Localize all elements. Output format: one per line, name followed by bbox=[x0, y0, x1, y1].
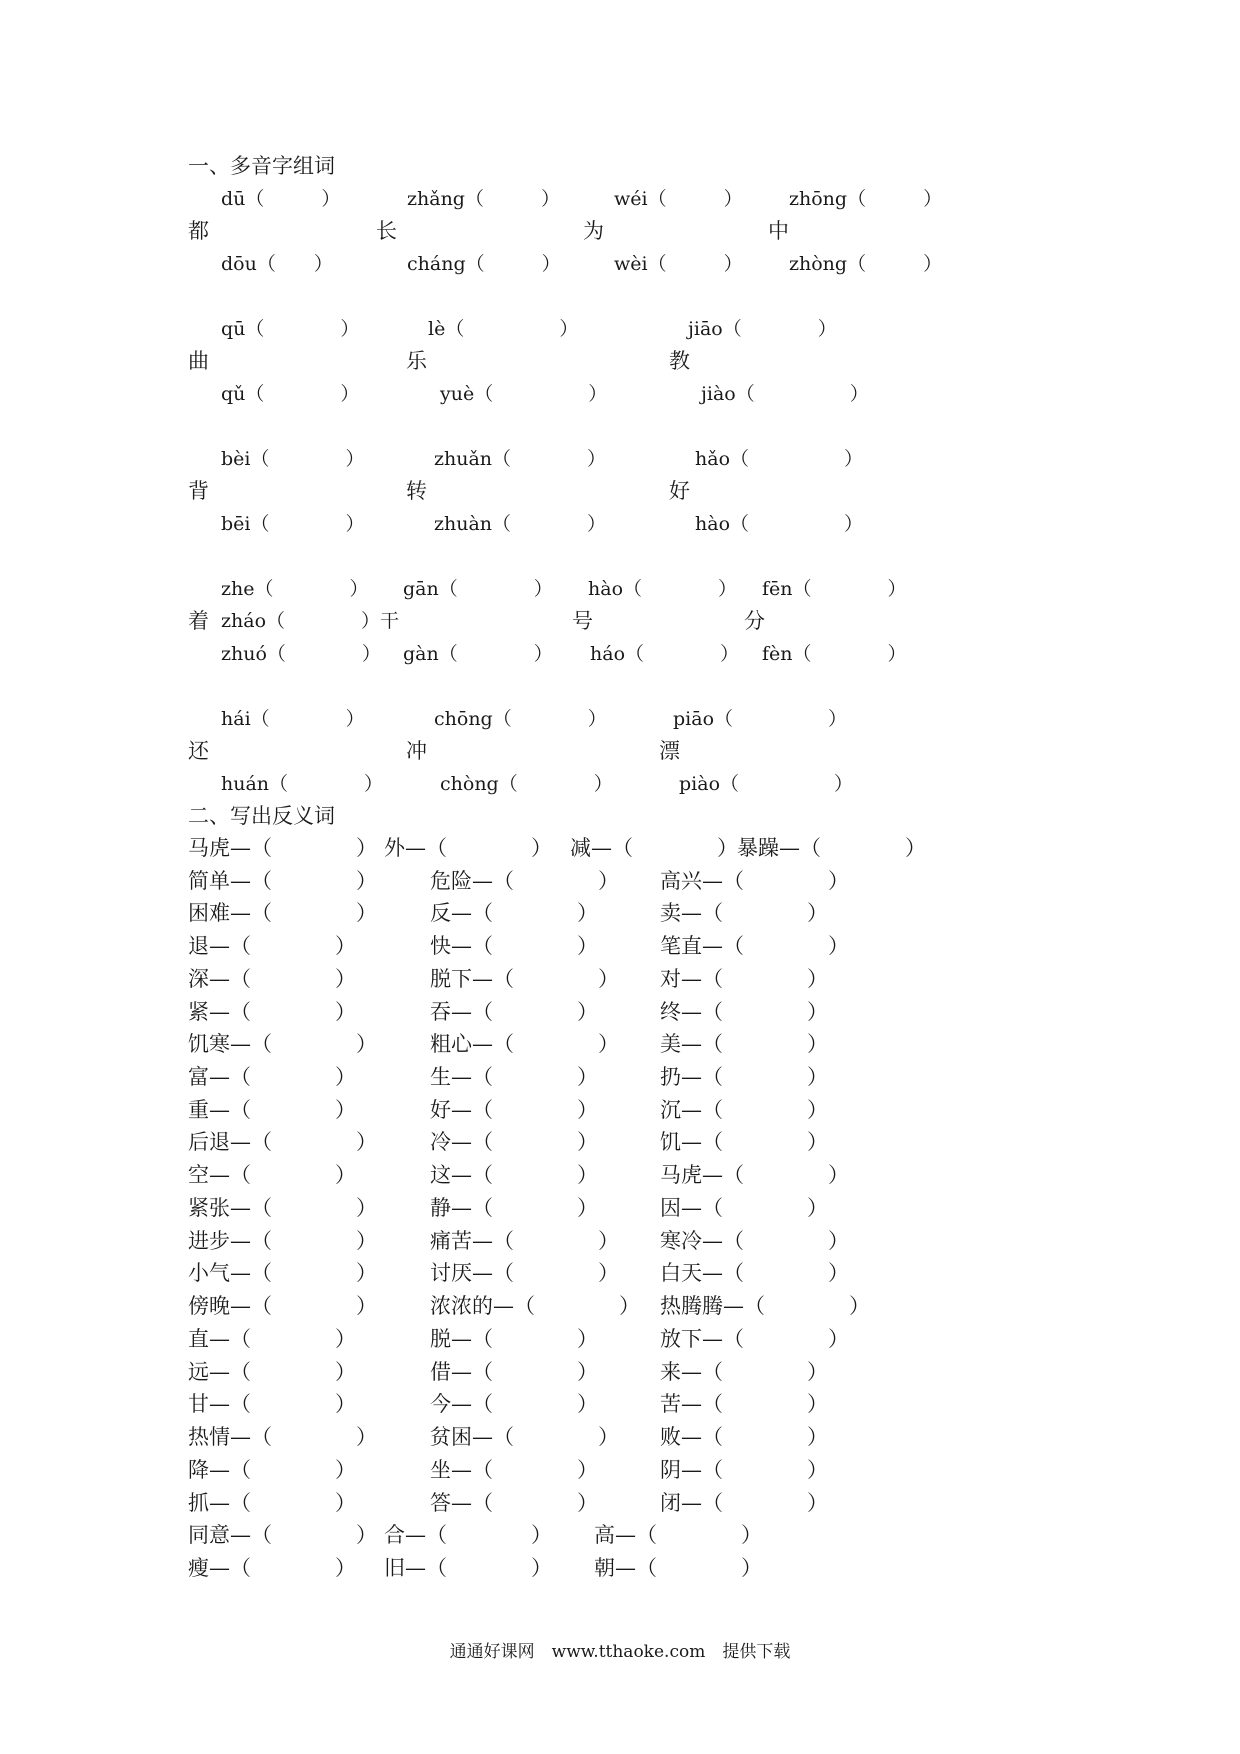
pinyin-item: bèi（ ） bbox=[221, 448, 365, 470]
antonym-item: 浓浓的—（ ） bbox=[430, 1294, 640, 1318]
pinyin-item: zhuàn（ ） bbox=[434, 513, 607, 535]
antonym-item: 高—（ ） bbox=[594, 1523, 762, 1547]
pinyin-item: qǔ（ ） bbox=[221, 383, 360, 405]
antonym-item: 扔—（ ） bbox=[660, 1065, 828, 1089]
antonym-item: 合—（ ） bbox=[384, 1523, 552, 1547]
pinyin-item: hào（ ） bbox=[588, 578, 738, 600]
pinyin-item: zhuó（ ） bbox=[221, 643, 381, 665]
pinyin-item: hào（ ） bbox=[695, 513, 864, 535]
pinyin-item: zhǎng（ ） bbox=[407, 188, 560, 210]
antonym-item: 来—（ ） bbox=[660, 1360, 828, 1384]
antonym-item: 马虎—（ ） bbox=[188, 836, 377, 860]
pinyin-item: piāo（ ） bbox=[673, 708, 848, 730]
antonym-item: 败—（ ） bbox=[660, 1425, 828, 1449]
polyphone-char: 转 bbox=[406, 479, 427, 503]
antonym-item: 退—（ ） bbox=[188, 934, 356, 958]
antonym-item: 脱—（ ） bbox=[430, 1327, 598, 1351]
antonym-item: 热情—（ ） bbox=[188, 1425, 377, 1449]
polyphone-char: 曲 bbox=[188, 349, 209, 373]
pinyin-item: lè（ ） bbox=[428, 318, 579, 340]
polyphone-char: 漂 bbox=[659, 739, 680, 763]
antonym-item: 困难—（ ） bbox=[188, 901, 377, 925]
antonym-item: 答—（ ） bbox=[430, 1491, 598, 1515]
antonym-item: 饥—（ ） bbox=[660, 1130, 828, 1154]
antonym-item: 对—（ ） bbox=[660, 967, 828, 991]
antonym-item: 朝—（ ） bbox=[594, 1556, 762, 1580]
pinyin-item: wèi（ ） bbox=[614, 253, 743, 275]
polyphone-char: 背 bbox=[188, 479, 209, 503]
antonym-item: 旧—（ ） bbox=[384, 1556, 552, 1580]
antonym-item: 痛苦—（ ） bbox=[430, 1229, 619, 1253]
polyphone-char: 教 bbox=[669, 349, 690, 373]
antonym-item: 傍晚—（ ） bbox=[188, 1294, 377, 1318]
antonym-item: 瘦—（ ） bbox=[188, 1556, 356, 1580]
antonym-item: 吞—（ ） bbox=[430, 1000, 598, 1024]
antonym-item: 沉—（ ） bbox=[660, 1098, 828, 1122]
antonym-item: 这—（ ） bbox=[430, 1163, 598, 1187]
pinyin-item: fēn（ ） bbox=[762, 578, 907, 600]
antonym-item: 今—（ ） bbox=[430, 1392, 598, 1416]
pinyin-item: huán（ ） bbox=[221, 773, 384, 795]
antonym-item: 马虎—（ ） bbox=[660, 1163, 849, 1187]
pinyin-item: gàn（ ） bbox=[403, 643, 553, 665]
pinyin-item: zhe（ ） bbox=[221, 578, 369, 600]
pinyin-item: jiào（ ） bbox=[701, 383, 869, 405]
pinyin-item: dū（ ） bbox=[221, 188, 341, 210]
antonym-item: 高兴—（ ） bbox=[660, 869, 849, 893]
pinyin-item: cháng（ ） bbox=[407, 253, 561, 275]
polyphone-char: 都 bbox=[188, 219, 209, 243]
antonym-item: 讨厌—（ ） bbox=[430, 1261, 619, 1285]
polyphone-char: 中 bbox=[768, 219, 789, 243]
antonym-item: 甘—（ ） bbox=[188, 1392, 356, 1416]
antonym-item: 借—（ ） bbox=[430, 1360, 598, 1384]
antonym-item: 小气—（ ） bbox=[188, 1261, 377, 1285]
polyphone-char: 冲 bbox=[406, 739, 427, 763]
antonym-item: 白天—（ ） bbox=[660, 1261, 849, 1285]
pinyin-item: zhòng（ ） bbox=[789, 253, 943, 275]
antonym-item: 简单—（ ） bbox=[188, 869, 377, 893]
antonym-item: 冷—（ ） bbox=[430, 1130, 598, 1154]
pinyin-item: zhuǎn（ ） bbox=[434, 448, 607, 470]
antonym-item: 脱下—（ ） bbox=[430, 967, 619, 991]
antonym-item: 进步—（ ） bbox=[188, 1229, 377, 1253]
pinyin-item: hǎo（ ） bbox=[695, 448, 864, 470]
antonym-item: 阴—（ ） bbox=[660, 1458, 828, 1482]
antonym-item: 饥寒—（ ） bbox=[188, 1032, 377, 1056]
polyphone-char: 号 bbox=[572, 609, 593, 633]
antonym-item: 终—（ ） bbox=[660, 1000, 828, 1024]
antonym-item: 苦—（ ） bbox=[660, 1392, 828, 1416]
polyphone-char: 分 bbox=[744, 609, 765, 633]
antonym-item: 静—（ ） bbox=[430, 1196, 598, 1220]
antonym-item: 寒冷—（ ） bbox=[660, 1229, 849, 1253]
antonym-item: 减—（ ） bbox=[570, 836, 738, 860]
pinyin-item: chòng（ ） bbox=[440, 773, 613, 795]
antonym-item: 富—（ ） bbox=[188, 1065, 356, 1089]
antonym-item: 因—（ ） bbox=[660, 1196, 828, 1220]
polyphone-char: 好 bbox=[669, 479, 690, 503]
antonym-item: 外—（ ） bbox=[384, 836, 552, 860]
antonym-item: 紧张—（ ） bbox=[188, 1196, 377, 1220]
pinyin-item: zhōng（ ） bbox=[789, 188, 943, 210]
antonym-item: 好—（ ） bbox=[430, 1098, 598, 1122]
antonym-item: 后退—（ ） bbox=[188, 1130, 377, 1154]
polyphone-char: 乐 bbox=[406, 349, 427, 373]
antonym-item: 紧—（ ） bbox=[188, 1000, 356, 1024]
pinyin-item: hái（ ） bbox=[221, 708, 365, 730]
antonym-item: 直—（ ） bbox=[188, 1327, 356, 1351]
pinyin-item: chōng（ ） bbox=[434, 708, 607, 730]
polyphone-char: 长 bbox=[376, 219, 397, 243]
antonym-item: 反—（ ） bbox=[430, 901, 598, 925]
polyphone-char: 着 bbox=[188, 609, 209, 633]
pinyin-item: háo（ ） bbox=[590, 643, 740, 665]
antonym-item: 快—（ ） bbox=[430, 934, 598, 958]
antonym-item: 热腾腾—（ ） bbox=[660, 1294, 870, 1318]
pinyin-item: piào（ ） bbox=[679, 773, 854, 795]
antonym-item: 闭—（ ） bbox=[660, 1491, 828, 1515]
antonym-item: 美—（ ） bbox=[660, 1032, 828, 1056]
antonym-item: 坐—（ ） bbox=[430, 1458, 598, 1482]
pinyin-item: yuè（ ） bbox=[440, 383, 608, 405]
antonym-item: 远—（ ） bbox=[188, 1360, 356, 1384]
polyphone-char: 还 bbox=[188, 739, 209, 763]
antonym-item: 生—（ ） bbox=[430, 1065, 598, 1089]
pinyin-item: bēi（ ） bbox=[221, 513, 365, 535]
antonym-item: 抓—（ ） bbox=[188, 1491, 356, 1515]
antonym-item: 降—（ ） bbox=[188, 1458, 356, 1482]
antonym-item: 放下—（ ） bbox=[660, 1327, 849, 1351]
footer-source: 通通好课网 www.tthaoke.com 提供下载 bbox=[449, 1642, 791, 1662]
antonym-item: 贫困—（ ） bbox=[430, 1425, 619, 1449]
pinyin-item: dōu（ ） bbox=[221, 253, 333, 275]
antonym-item: 暴躁—（ ） bbox=[737, 836, 926, 860]
pinyin-item: zháo（ ）干 bbox=[221, 610, 400, 632]
antonym-item: 卖—（ ） bbox=[660, 901, 828, 925]
antonym-item: 粗心—（ ） bbox=[430, 1032, 619, 1056]
antonym-item: 同意—（ ） bbox=[188, 1523, 377, 1547]
antonym-item: 危险—（ ） bbox=[430, 869, 619, 893]
pinyin-item: jiāo（ ） bbox=[688, 318, 837, 340]
pinyin-item: qū（ ） bbox=[221, 318, 360, 340]
pinyin-item: wéi（ ） bbox=[614, 188, 743, 210]
antonym-item: 重—（ ） bbox=[188, 1098, 356, 1122]
antonym-item: 空—（ ） bbox=[188, 1163, 356, 1187]
pinyin-item: gān（ ） bbox=[403, 578, 553, 600]
section-1-title: 一、多音字组词 bbox=[188, 154, 335, 178]
pinyin-item: fèn（ ） bbox=[762, 643, 907, 665]
antonym-item: 深—（ ） bbox=[188, 967, 356, 991]
section-2-title: 二、写出反义词 bbox=[188, 804, 335, 828]
polyphone-char: 为 bbox=[583, 219, 604, 243]
antonym-item: 笔直—（ ） bbox=[660, 934, 849, 958]
